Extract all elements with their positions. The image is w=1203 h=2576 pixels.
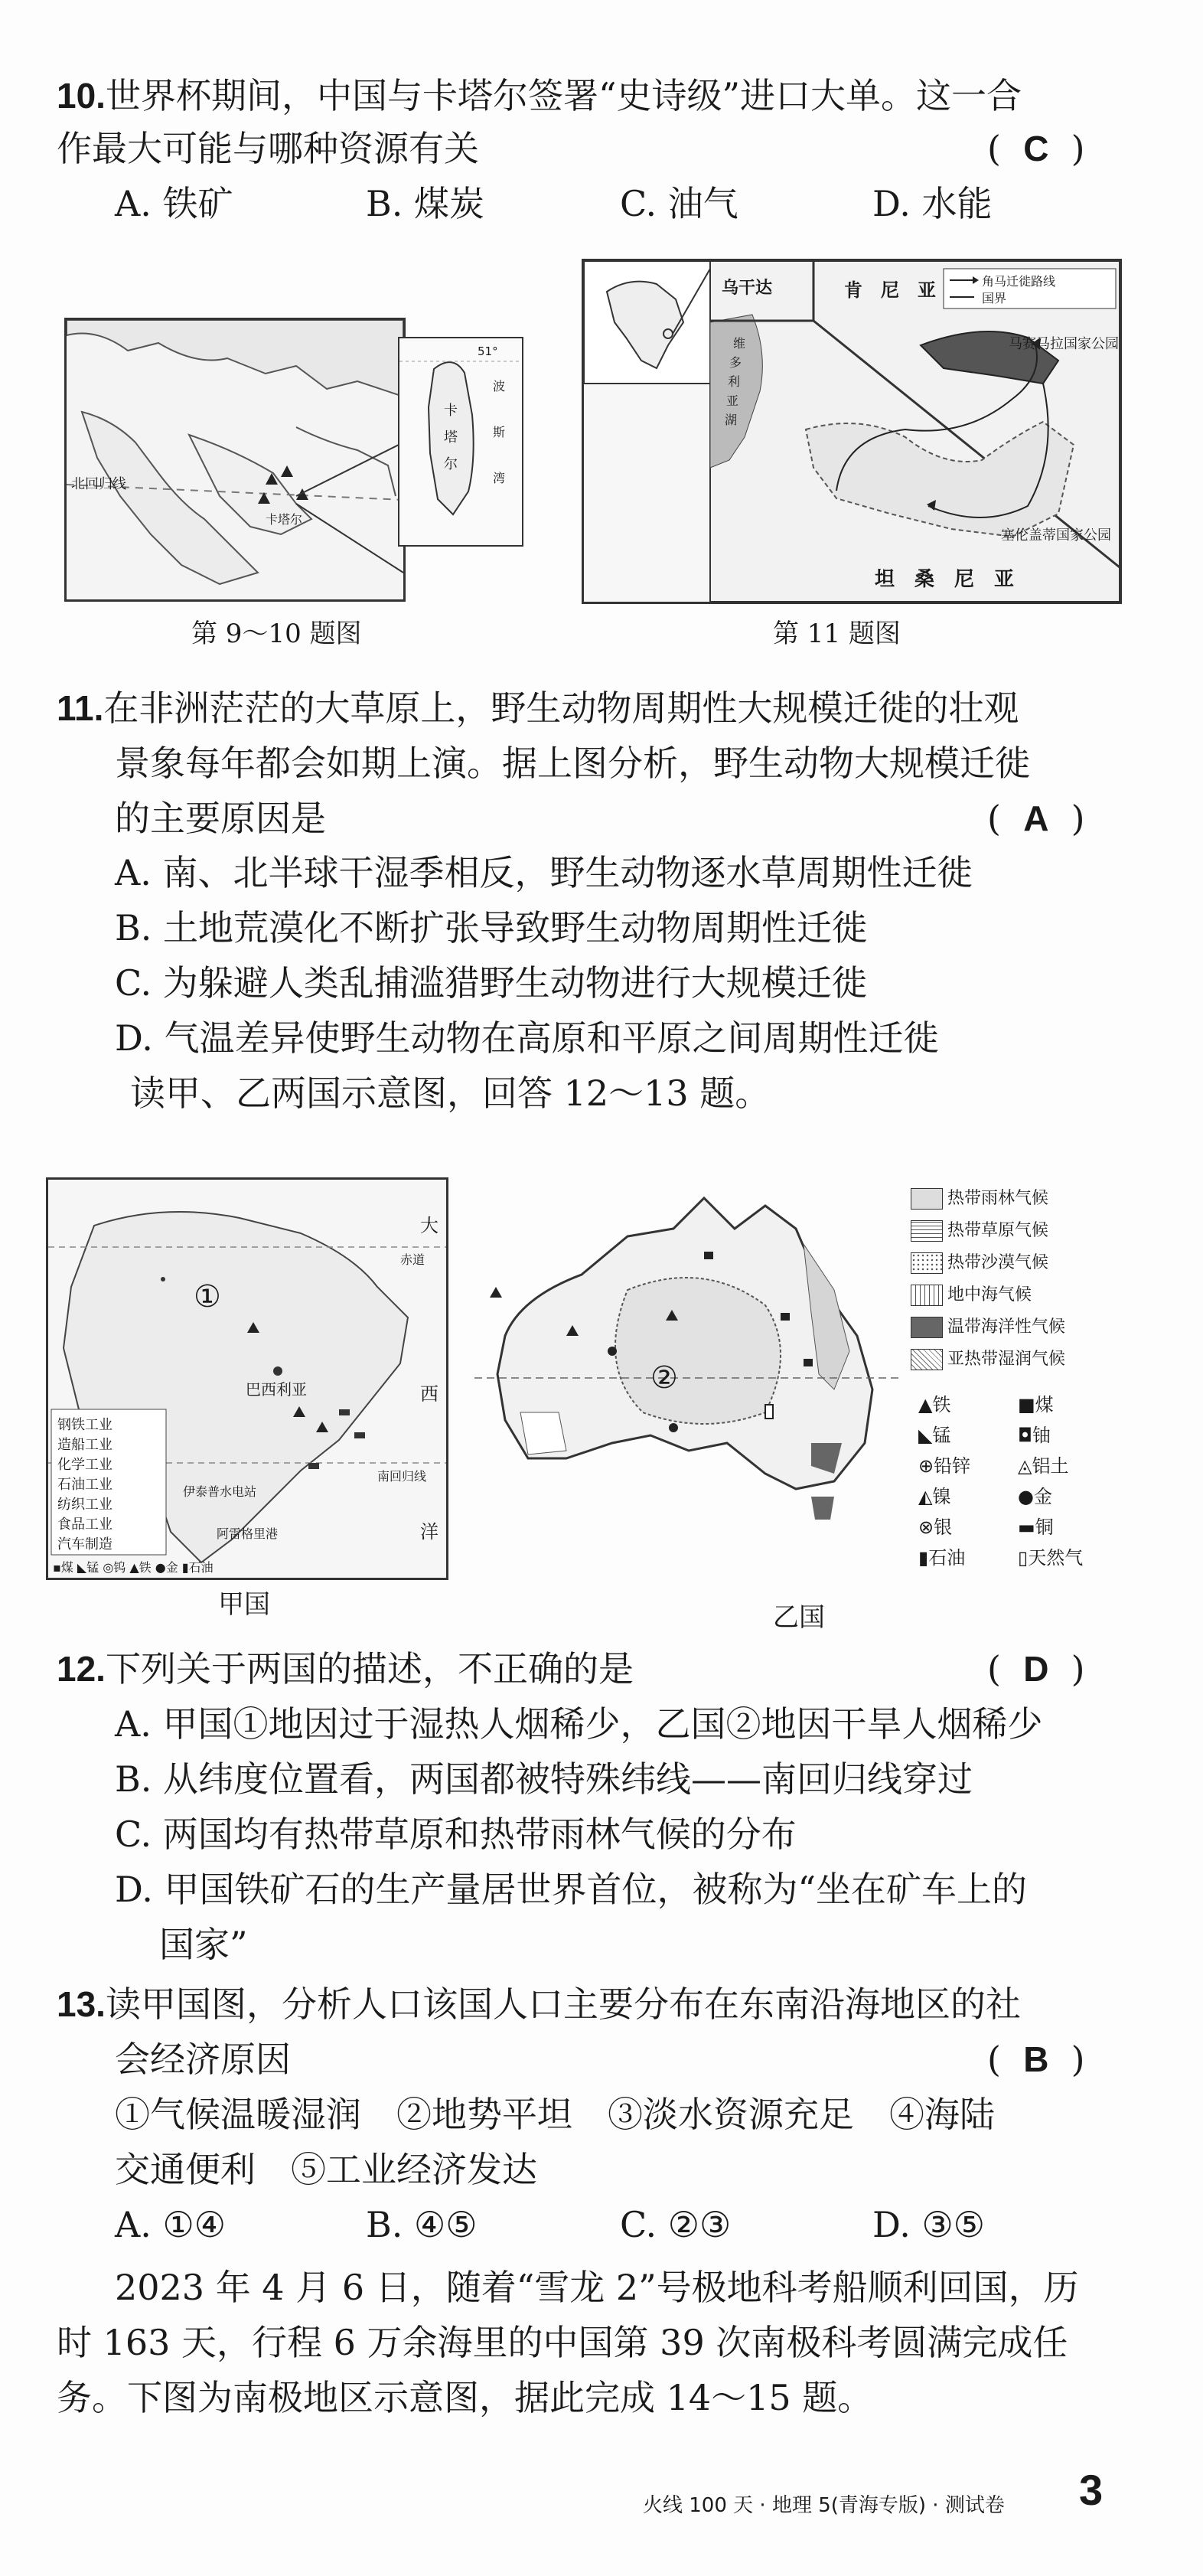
mineral-row-1: ▲铁 ■煤 [918, 1394, 1054, 1415]
label-uganda: 乌干达 [722, 279, 773, 298]
q11-line1 [57, 685, 1019, 731]
q10-option-c: C. 油气 [620, 183, 738, 224]
q10-answer: C [1023, 129, 1049, 168]
q12-number: 12. [57, 1649, 106, 1689]
qatar-inset-char2: 塔 [444, 429, 458, 446]
map-country-b-drawing [474, 1183, 903, 1581]
label-kenya: 肯 尼 亚 [844, 279, 936, 301]
climate-mediterranean: 地中海气候 [911, 1279, 1133, 1311]
mineral-row-3: ⊕铅锌 ◬铝土 [918, 1455, 1069, 1477]
q11-line3: 的主要原因是 [115, 798, 326, 839]
qatar-inset-sea: 波 [493, 379, 506, 393]
industry-chemical: 化学工业 [57, 1457, 112, 1473]
label-masai-mara: 马赛马拉国家公园 [1009, 336, 1119, 352]
q10-number: 10. [57, 76, 106, 116]
lake-char4: 亚 [726, 393, 739, 408]
country-b-region-2: ② [650, 1360, 678, 1396]
qatar-inset-sea2b: 湾 [493, 471, 506, 485]
country-a-ocean2: 西 [420, 1383, 438, 1405]
qatar-inset-char3: 尔 [444, 456, 458, 472]
q10-answer-bracket: ( C ) [987, 128, 1085, 169]
industry-food: 食品工业 [57, 1517, 112, 1533]
q11-line2: 景象每年都会如期上演。据上图分析，野生动物大规模迁徙 [115, 743, 1030, 784]
map-middle-east-drawing [67, 320, 403, 599]
q11-number: 11. [57, 688, 104, 728]
q10-option-a: A. 铁矿 [115, 183, 233, 224]
map-country-a [46, 1177, 448, 1580]
intro-12-13: 读甲、乙两国示意图，回答 12～13 题。 [130, 1073, 771, 1114]
q13-number: 13. [57, 1984, 106, 2024]
q13-items-line2: 交通便利 ⑤工业经济发达 [115, 2149, 537, 2190]
q13-option-c: C. ②③ [620, 2204, 732, 2245]
fig11-caption: 第 11 题图 [773, 619, 901, 649]
country-a-itaipu: 伊泰普水电站 [183, 1484, 257, 1499]
country-a-caption: 甲国 [218, 1589, 270, 1620]
q12-option-b: B. 从纬度位置看，两国都被特殊纬线——南回归线穿过 [115, 1758, 973, 1800]
q13-line1 [57, 1981, 1021, 2027]
page-number: 3 [1079, 2466, 1104, 2514]
mineral-row-5: ⊗银 ▬铜 [918, 1517, 1054, 1538]
legend-border: 国界 [982, 291, 1007, 305]
map-middle-east [64, 318, 406, 602]
q13-option-a: A. ①④ [115, 2204, 226, 2245]
q12-answer-bracket: ( D ) [987, 1648, 1085, 1690]
q11-answer: A [1023, 798, 1049, 838]
passage-line3: 务。下图为南极地区示意图，据此完成 14～15 题。 [57, 2377, 873, 2418]
q11-option-b: B. 土地荒漠化不断扩张导致野生动物周期性迁徙 [115, 907, 868, 948]
q11-stem: 在非洲茫茫的大草原上，野生动物周期性大规模迁徙的壮观 [103, 687, 1019, 729]
passage-line1: 2023 年 4 月 6 日，随着“雪龙 2”号极地科考船顺利回国，历 [115, 2267, 1079, 2308]
mineral-row-4: ◭镍 ●金 [918, 1486, 1052, 1507]
climate-savanna: 热带草原气候 [911, 1215, 1133, 1247]
q12-option-c: C. 两国均有热带草原和热带雨林气候的分布 [115, 1814, 797, 1855]
q10-line1 [57, 73, 1022, 119]
mineral-row-6: ▮石油 ▯天然气 [918, 1547, 1084, 1569]
map-qatar-inset [398, 337, 523, 547]
industry-steel: 钢铁工业 [57, 1417, 112, 1433]
label-serengeti: 塞伦盖蒂国家公园 [1001, 527, 1111, 544]
climate-marine: 温带海洋性气候 [911, 1311, 1133, 1344]
country-b-caption: 乙国 [773, 1602, 825, 1633]
lake-char5: 湖 [725, 413, 738, 427]
q13-answer: B [1023, 2039, 1049, 2079]
climate-rainforest: 热带雨林气候 [911, 1183, 1133, 1215]
q13-answer-bracket: ( B ) [987, 2039, 1085, 2080]
industry-textile: 纺织工业 [57, 1497, 112, 1513]
climate-desert: 热带沙漠气候 [911, 1247, 1133, 1279]
q12-line1 [57, 1646, 634, 1692]
lake-char3: 利 [728, 374, 741, 389]
legend-migration-route: 角马迁徙路线 [982, 274, 1056, 289]
map-serengeti [582, 259, 1122, 604]
q13-line2: 会经济原因 [115, 2039, 291, 2080]
map-middle-east-qatar-label: 卡塔尔 [266, 512, 303, 527]
q10-option-d: D. 水能 [872, 183, 993, 224]
mineral-row-2: ◣锰 ◘铀 [918, 1425, 1051, 1446]
industry-oil: 石油工业 [57, 1477, 112, 1493]
country-a-mineral-legend: ▪煤 ◣锰 ◎钨 ▲铁 ●金 ▮石油 [53, 1560, 214, 1575]
country-a-equator: 赤道 [400, 1252, 425, 1267]
q10-option-b: B. 煤炭 [366, 183, 485, 224]
country-b-climate-legend [911, 1183, 1133, 1376]
map-qatar-inset-drawing [399, 338, 522, 545]
qatar-inset-sea2a: 斯 [493, 425, 506, 439]
fig910-caption: 第 9～10 题图 [191, 619, 362, 649]
q12-option-a: A. 甲国①地因过于湿热人烟稀少，乙国②地因干旱人烟稀少 [115, 1703, 1043, 1745]
q10-stem: 世界杯期间，中国与卡塔尔签署“史诗级”进口大单。这一合 [105, 75, 1022, 116]
q12-answer: D [1023, 1649, 1049, 1689]
climate-humid-subtropical: 亚热带湿润气候 [911, 1344, 1133, 1376]
country-a-porto-alegre: 阿雷格里港 [217, 1526, 279, 1541]
q13-option-d: D. ③⑤ [872, 2204, 985, 2245]
q12-option-d-cont: 国家” [159, 1924, 248, 1965]
country-a-tropic: 南回归线 [377, 1469, 427, 1484]
lake-char2: 多 [729, 355, 742, 370]
q12-option-d: D. 甲国铁矿石的生产量居世界首位，被称为“坐在矿车上的 [115, 1869, 1028, 1910]
q12-stem: 下列关于两国的描述，不正确的是 [105, 1648, 634, 1690]
qatar-inset-lat1: 51° [478, 344, 498, 358]
q13-stem: 读甲国图，分析人口该国人口主要分布在东南沿海地区的社 [105, 1983, 1021, 2025]
q13-option-b: B. ④⑤ [366, 2204, 478, 2245]
q11-option-c: C. 为躲避人类乱捕滥猎野生动物进行大规模迁徙 [115, 962, 867, 1004]
map-serengeti-drawing [584, 261, 1120, 602]
q11-option-d: D. 气温差异使野生动物在高原和平原之间周期性迁徙 [115, 1017, 939, 1059]
q11-option-a: A. 南、北半球干湿季相反，野生动物逐水草周期性迁徙 [115, 852, 973, 893]
q13-items-line1: ①气候温暖湿润 ②地势平坦 ③淡水资源充足 ④海陆 [115, 2094, 995, 2135]
lake-char1: 维 [733, 336, 746, 351]
country-a-ocean3: 洋 [420, 1521, 438, 1543]
industry-auto: 汽车制造 [57, 1536, 112, 1552]
q10-line2: 作最大可能与哪种资源有关 [57, 128, 479, 169]
map-middle-east-tropic-label: 北回归线 [71, 476, 126, 492]
footer-text: 火线 100 天 · 地理 5(青海专版) · 测试卷 [643, 2494, 1005, 2517]
country-a-region-1: ① [194, 1279, 221, 1314]
label-tanzania: 坦 桑 尼 亚 [875, 568, 1015, 591]
qatar-inset-char1: 卡 [444, 403, 458, 419]
country-a-ocean1: 大 [420, 1215, 438, 1236]
q11-answer-bracket: ( A ) [987, 798, 1085, 839]
country-a-capital: 巴西利亚 [246, 1380, 307, 1399]
passage-line2: 时 163 天，行程 6 万余海里的中国第 39 次南极科考圆满完成任 [57, 2322, 1068, 2363]
industry-ship: 造船工业 [57, 1437, 112, 1453]
country-a-industry-legend [57, 1415, 112, 1555]
map-country-b [474, 1183, 903, 1581]
country-b-mineral-legend [918, 1389, 1125, 1573]
